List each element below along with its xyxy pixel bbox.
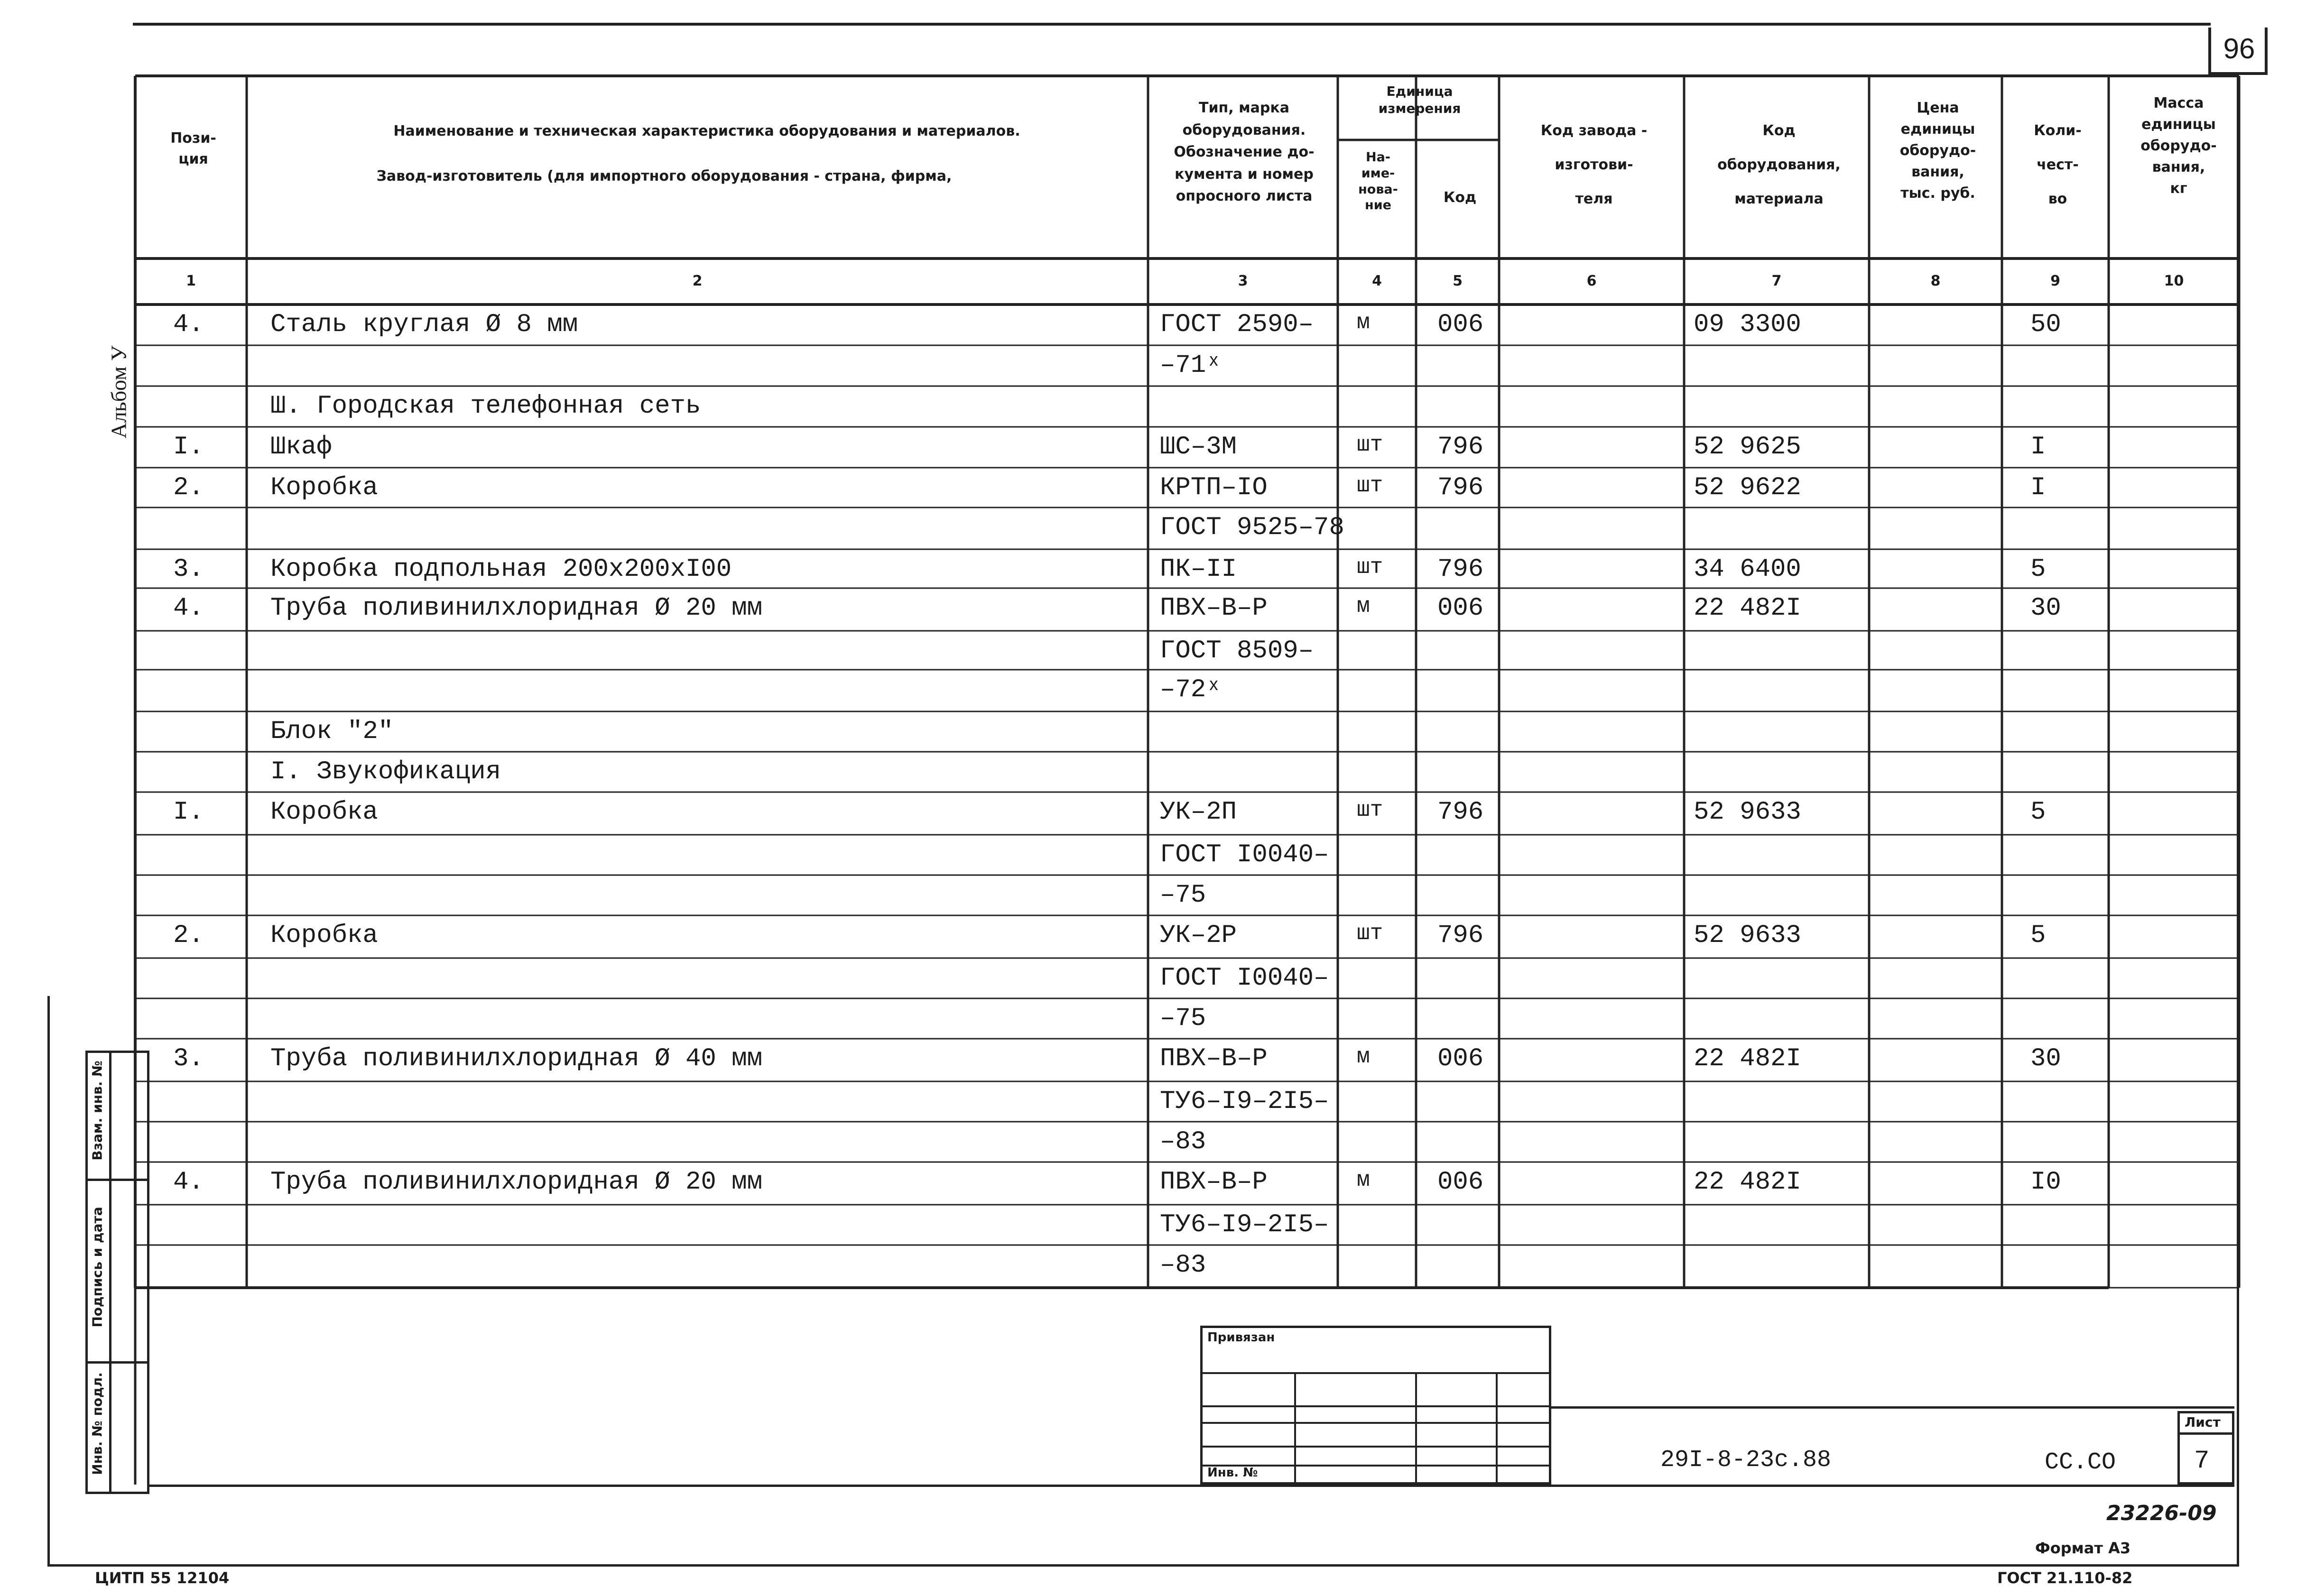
column-number: 2 (692, 273, 703, 289)
row-unit-code: 006 (1437, 594, 1484, 623)
row-material-code: 22 482I (1694, 1168, 1801, 1197)
row-type: КРТП–IO (1160, 473, 1268, 502)
row-quantity: 30 (2030, 594, 2061, 623)
bottom-frame-line (47, 1564, 2239, 1567)
row-type: –83 (1160, 1251, 1206, 1280)
row-quantity: I (2030, 433, 2046, 461)
row-position: I. (173, 433, 204, 461)
row-type: ГОСТ I0040– (1160, 840, 1329, 869)
row-position: 4. (173, 310, 204, 339)
column-number: 6 (1586, 273, 1597, 289)
row-type: –72ˣ (1160, 675, 1222, 704)
album-label: Альбом У (106, 345, 131, 439)
column-number: 1 (186, 273, 196, 289)
row-type: ГОСТ 8509– (1160, 637, 1314, 665)
row-quantity: 30 (2030, 1044, 2061, 1073)
row-name: Сталь круглая Ø 8 мм (270, 310, 578, 339)
left-frame-line (47, 996, 50, 1565)
column-number: 10 (2164, 273, 2184, 289)
row-name: I. Звукофикация (270, 757, 501, 786)
row-type: ПВХ–В–Р (1160, 1044, 1268, 1073)
stamp-inv-label: Инв. № (1207, 1466, 1258, 1480)
row-material-code: 52 9622 (1694, 473, 1801, 502)
row-name: Труба поливинилхлоридная Ø 40 мм (270, 1044, 762, 1073)
side-stamp-podpis: Подпись и дата (89, 1207, 105, 1328)
stamp-privyazan-box (1200, 1326, 1551, 1485)
row-name: Коробка (270, 473, 378, 502)
row-quantity: I (2030, 473, 2046, 502)
header-name-line2: Завод-изготовитель (для импортного оборудования - страна, фирма, (376, 168, 952, 185)
right-frame-line (2237, 76, 2239, 1565)
header-factory-code: Код завода - изготови- теля (1540, 122, 1648, 207)
row-material-code: 52 9625 (1694, 433, 1801, 461)
row-type: –75 (1160, 881, 1206, 910)
column-number: 7 (1771, 273, 1782, 289)
row-type: –83 (1160, 1127, 1206, 1156)
row-unit: м (1357, 310, 1370, 335)
header-unit-code: Код (1443, 189, 1477, 206)
stamp-list-divider (2177, 1432, 2234, 1435)
row-quantity: 50 (2030, 310, 2061, 339)
row-name: Ш. Городская телефонная сеть (270, 392, 701, 421)
stamp-list-label: Лист (2185, 1414, 2221, 1430)
row-type: ПК–II (1160, 555, 1237, 584)
row-type: –71ˣ (1160, 351, 1222, 380)
row-quantity: 5 (2030, 798, 2046, 827)
row-type: УК–2П (1160, 798, 1237, 827)
stamp-bottomline (147, 1485, 2234, 1487)
row-type: –75 (1160, 1004, 1206, 1033)
row-quantity: 5 (2030, 921, 2046, 950)
row-name: Коробка (270, 798, 378, 827)
row-name: Шкаф (270, 433, 332, 461)
row-type: УК–2Р (1160, 921, 1237, 950)
row-unit-code: 796 (1437, 555, 1484, 584)
row-material-code: 09 3300 (1694, 310, 1801, 339)
row-unit-code: 006 (1437, 310, 1484, 339)
row-unit: шт (1357, 555, 1383, 580)
row-unit-code: 006 (1437, 1168, 1484, 1197)
row-quantity: 5 (2030, 555, 2046, 584)
row-position: 2. (173, 921, 204, 950)
row-unit: м (1357, 594, 1370, 618)
column-number: 3 (1238, 273, 1248, 289)
row-type: ГОСТ 2590– (1160, 310, 1314, 339)
row-unit: шт (1357, 798, 1383, 822)
header-position: Пози- ция (170, 130, 216, 167)
row-unit: шт (1357, 433, 1383, 457)
row-material-code: 52 9633 (1694, 798, 1801, 827)
side-stamp-line-1 (85, 1179, 149, 1181)
row-type: ПВХ–В–Р (1160, 594, 1268, 623)
column-number: 8 (1930, 273, 1941, 289)
format-label: Формат А3 (2035, 1539, 2131, 1557)
side-stamp-inv-podl: Инв. № подл. (89, 1372, 105, 1475)
row-name: Коробка (270, 921, 378, 950)
row-unit-code: 006 (1437, 1044, 1484, 1073)
row-type: ГОСТ 9525–78 (1160, 513, 1344, 542)
row-type: ПВХ–В–Р (1160, 1168, 1268, 1197)
row-material-code: 34 6400 (1694, 555, 1801, 584)
row-position: 3. (173, 1044, 204, 1073)
row-unit-code: 796 (1437, 798, 1484, 827)
stamp-privyazan-label: Привязан (1207, 1330, 1275, 1345)
row-type: ШС–3М (1160, 433, 1237, 461)
row-unit-code: 796 (1437, 433, 1484, 461)
row-type: ГОСТ I0040– (1160, 964, 1329, 993)
header-name-line1: Наименование и техническая характеристика оборудования и материалов. (393, 123, 1020, 139)
stamp-sheet-code: СС.СО (2045, 1449, 2116, 1476)
footer-left-code: ЦИТП 55 12104 (95, 1569, 230, 1587)
column-number: 5 (1453, 273, 1463, 289)
row-unit-code: 796 (1437, 473, 1484, 502)
row-material-code: 52 9633 (1694, 921, 1801, 950)
row-unit-code: 796 (1437, 921, 1484, 950)
row-position: 3. (173, 555, 204, 584)
row-unit: шт (1357, 473, 1383, 498)
row-position: 4. (173, 1168, 204, 1197)
row-position: I. (173, 798, 204, 827)
stamp-list-number: 7 (2194, 1447, 2210, 1476)
header-material-code: Код оборудования, материала (1717, 122, 1841, 207)
row-name: Труба поливинилхлоридная Ø 20 мм (270, 594, 762, 623)
row-name: Труба поливинилхлоридная Ø 20 мм (270, 1168, 762, 1197)
header-unit-group: Единица измерения (1378, 83, 1461, 117)
row-type: ТУ6–I9–2I5– (1160, 1210, 1329, 1239)
header-price: Цена единицы оборудо- вания, тыс. руб. (1899, 100, 1976, 202)
row-unit: м (1357, 1168, 1370, 1192)
row-type: ТУ6–I9–2I5– (1160, 1087, 1329, 1116)
row-position: 4. (173, 594, 204, 623)
row-unit: шт (1357, 921, 1383, 946)
row-material-code: 22 482I (1694, 594, 1801, 623)
footer-gost: ГОСТ 21.110-82 (1997, 1569, 2133, 1587)
row-name: Блок "2" (270, 717, 394, 746)
header-type: Тип, марка оборудования. Обозначение до- кумента и номер опросного листа (1174, 100, 1315, 204)
row-position: 2. (173, 473, 204, 502)
side-stamp-vzam: Взам. инв. № (89, 1061, 105, 1161)
row-material-code: 22 482I (1694, 1044, 1801, 1073)
row-quantity: I0 (2030, 1168, 2061, 1197)
page-number: 96 (2223, 33, 2255, 65)
header-mass: Масса единицы оборудо- вания, кг (2140, 95, 2217, 197)
column-number: 9 (2050, 273, 2060, 289)
header-unit-name: На- име- нова- ние (1358, 150, 1398, 213)
row-unit: м (1357, 1044, 1370, 1069)
row-name: Коробка подпольная 200х200хI00 (270, 555, 732, 584)
header-quantity: Коли- чест- во (2034, 122, 2082, 207)
handwritten-number: 23226-09 (2106, 1501, 2217, 1525)
stamp-docline (1551, 1406, 2234, 1409)
column-number: 4 (1372, 273, 1382, 289)
stamp-doc-code: 29I-8-23с.88 (1660, 1447, 1832, 1474)
